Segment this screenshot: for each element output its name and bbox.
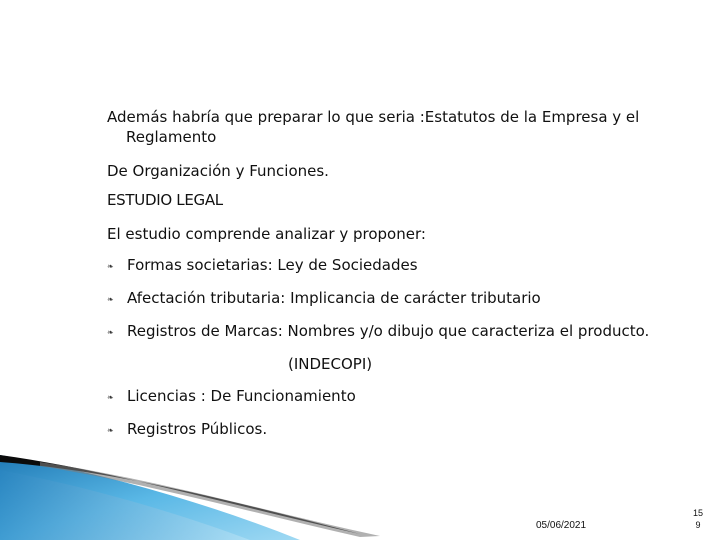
intro-line-2: Reglamento [126,128,217,146]
bullet-icon: ❧ [107,262,114,271]
lead-sentence: El estudio comprende analizar y proponer: [107,225,426,243]
bullet-icon: ❧ [107,328,114,337]
section-heading: ESTUDIO LEGAL [107,191,223,209]
list-item: Registros de Marcas: Nombres y/o dibujo que caracteriza el producto. [127,322,650,340]
indented-note: (INDECOPI) [288,355,373,373]
bullet-icon: ❧ [107,295,114,304]
list-item: Afectación tributaria: Implicancia de carácter tributario [127,289,541,307]
bullet-icon: ❧ [107,393,114,402]
footer-date: 05/06/2021 [536,520,587,531]
intro-line-1: Además habría que preparar lo que seria :Estatutos de la Empresa y el [107,108,640,126]
intro-line-3: De Organización y Funciones. [107,162,329,180]
bullet-icon: ❧ [107,426,114,435]
list-item: Registros Públicos. [127,420,268,438]
slide-number-line-2: 9 [695,520,701,530]
slide-number [690,507,706,531]
list-item: Licencias : De Funcionamiento [127,387,356,405]
slide-number-line-1: 15 [692,508,703,518]
list-item: Formas societarias: Ley de Sociedades [127,256,418,274]
